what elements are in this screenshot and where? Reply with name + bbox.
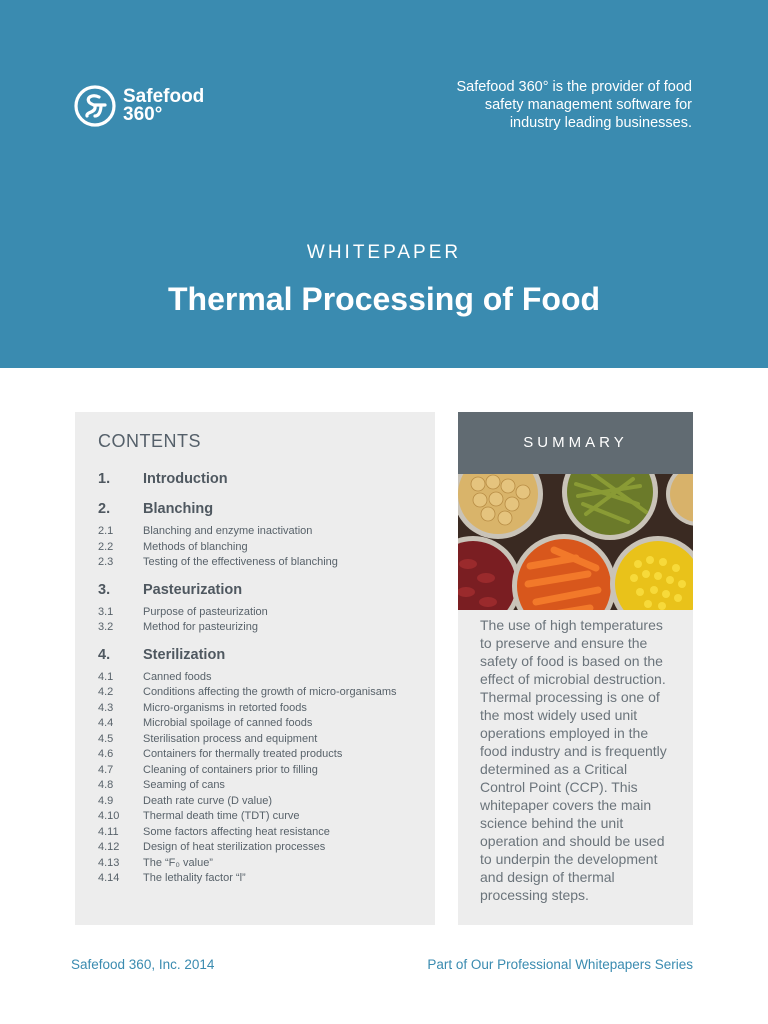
toc-item-number: 3.1 [98, 605, 114, 618]
toc-item [98, 732, 435, 748]
toc-item [98, 555, 435, 571]
toc-item-text: Micro-organisms in retorted foods [143, 701, 307, 714]
canned-food-photo [458, 474, 693, 610]
toc-section-number: 4. [98, 646, 111, 663]
toc-item-number: 4.12 [98, 841, 120, 853]
toc-item-number: 4.13 [98, 856, 120, 869]
toc-section [98, 468, 435, 490]
table-of-contents [98, 468, 435, 887]
toc-item-number: 4.14 [98, 872, 120, 884]
toc-item-text: The lethality factor “l” [143, 872, 246, 884]
toc-item-number: 4.2 [98, 686, 114, 698]
toc-item-text: Method for pasteurizing [143, 621, 258, 633]
footer-series: Part of Our Professional Whitepapers Series [427, 957, 693, 972]
toc-item-text: The “F₀ value” [143, 856, 213, 869]
toc-item [98, 809, 435, 825]
toc-item-text: Thermal death time (TDT) curve [143, 810, 300, 822]
toc-item [98, 825, 435, 841]
toc-item-number: 4.7 [98, 763, 114, 776]
toc-section-title: Pasteurization [143, 581, 243, 598]
toc-item [98, 856, 435, 872]
logo-line-2: 360° [123, 104, 163, 125]
toc-item [98, 685, 435, 701]
safefood-logo [74, 84, 214, 128]
toc-item [98, 871, 435, 887]
toc-item [98, 716, 435, 732]
contents-panel [75, 412, 435, 925]
tagline-line: safety management software for [484, 97, 692, 113]
footer-copyright: Safefood 360, Inc. 2014 [71, 957, 215, 972]
toc-section-number: 2. [98, 501, 111, 517]
summary-panel [458, 412, 693, 925]
toc-item [98, 620, 435, 636]
toc-item [98, 778, 435, 794]
toc-item-text: Blanching and enzyme inactivation [143, 525, 313, 537]
toc-item-number: 4.1 [98, 670, 114, 683]
toc-section [98, 644, 435, 666]
contents-heading: CONTENTS [98, 431, 201, 451]
toc-item [98, 794, 435, 810]
toc-item-number: 4.8 [98, 779, 114, 791]
logo-wordmark [123, 88, 204, 124]
document-type: WHITEPAPER [306, 242, 462, 263]
toc-item-text: Testing of the effectiveness of blanching [143, 556, 338, 568]
toc-item-text: Seaming of cans [143, 779, 225, 791]
toc-section-title: Sterilization [143, 646, 226, 663]
toc-item [98, 701, 435, 717]
toc-item-text: Cleaning of containers prior to filling [143, 763, 318, 776]
document-title: Thermal Processing of Food [167, 281, 601, 317]
toc-item [98, 605, 435, 621]
toc-item-number: 4.9 [98, 794, 114, 807]
toc-item-number: 2.3 [98, 556, 114, 568]
tagline-line: Safefood 360° is the provider of food [456, 79, 692, 95]
toc-item-text: Some factors affecting heat resistance [143, 825, 330, 838]
safefood-logo-icon [74, 85, 118, 127]
toc-item-text: Containers for thermally treated products [143, 748, 343, 760]
toc-item-text: Conditions affecting the growth of micro-organisams [143, 686, 397, 698]
toc-section [98, 579, 435, 601]
toc-item-number: 2.2 [98, 540, 114, 553]
toc-item-number: 4.3 [98, 701, 114, 714]
toc-item [98, 524, 435, 540]
toc-item-number: 4.11 [98, 825, 119, 838]
toc-item-number: 4.4 [98, 717, 114, 729]
toc-section-number: 1. [98, 471, 111, 487]
toc-item [98, 540, 435, 556]
toc-item-number: 4.6 [98, 748, 114, 760]
tagline [392, 78, 692, 132]
toc-section [98, 498, 435, 520]
toc-item [98, 763, 435, 779]
toc-section-number: 3. [98, 581, 111, 598]
toc-item-text: Methods of blanching [143, 540, 248, 553]
toc-item-number: 2.1 [98, 525, 114, 537]
toc-item [98, 747, 435, 763]
tagline-line: industry leading businesses. [509, 115, 692, 131]
logo-line-1: Safefood [123, 86, 205, 107]
toc-item-text: Design of heat sterilization processes [143, 841, 326, 853]
toc-item-text: Sterilisation process and equipment [143, 732, 318, 745]
toc-section-title: Blanching [143, 501, 214, 517]
toc-item-text: Microbial spoilage of canned foods [143, 717, 313, 729]
toc-item [98, 670, 435, 686]
toc-item-number: 4.10 [98, 810, 120, 822]
toc-item-text: Canned foods [143, 670, 212, 683]
summary-heading: SUMMARY [458, 412, 693, 474]
header-banner [0, 0, 768, 368]
toc-item-text: Purpose of pasteurization [143, 605, 268, 618]
toc-item-number: 4.5 [98, 732, 114, 745]
summary-text: The use of high temperatures to preserve and ensure the safety of food is based on the effect of microbial destruction. Thermal processing is one of the most widely used unit operations employed in the food industry and is frequently determined as a Critical Control Point (CCP). This whitepaper covers the main science behind the unit operation and should be used to underpin the development and design of thermal processing steps. [480, 617, 667, 903]
toc-item [98, 840, 435, 856]
toc-item-number: 3.2 [98, 621, 114, 633]
toc-item-text: Death rate curve (D value) [143, 794, 272, 807]
toc-section-title: Introduction [143, 471, 228, 487]
